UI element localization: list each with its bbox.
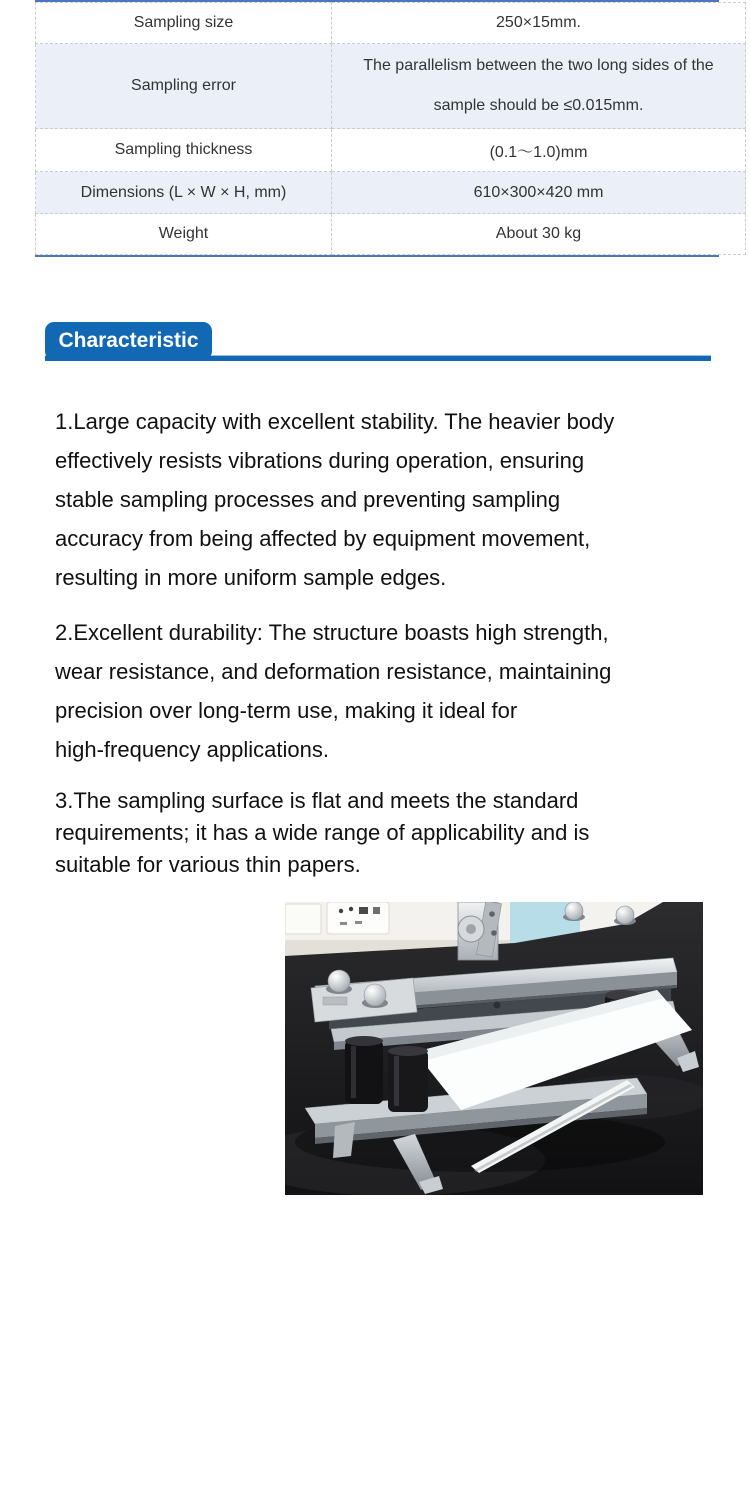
power-outlet bbox=[327, 902, 389, 934]
spec-value: The parallelism between the two long sides of the sample should be ≤0.015mm. bbox=[332, 44, 746, 129]
text-line: high-frequency applications. bbox=[55, 737, 329, 762]
table-row bbox=[36, 44, 746, 129]
section-heading-badge: Characteristic bbox=[45, 322, 212, 360]
characteristic-paragraphs bbox=[55, 402, 715, 897]
spec-label: Dimensions (L × W × H, mm) bbox=[36, 172, 332, 214]
text-line: suitable for various thin papers. bbox=[55, 852, 361, 877]
clamp-handle bbox=[458, 902, 502, 960]
spec-value: 610×300×420 mm bbox=[332, 172, 746, 214]
spec-value: 250×15mm. bbox=[332, 3, 746, 44]
paragraph-2 bbox=[55, 613, 715, 769]
table-row bbox=[36, 129, 746, 172]
specifications-table bbox=[35, 2, 746, 255]
text-line: resulting in more uniform sample edges. bbox=[55, 565, 447, 590]
text-line: wear resistance, and deformation resistance, maintaining bbox=[55, 659, 612, 684]
text-line: precision over long-term use, making it ideal for bbox=[55, 698, 518, 723]
spec-label: Sampling error bbox=[36, 44, 332, 129]
text-line: requirements; it has a wide range of applicability and is bbox=[55, 820, 590, 845]
wall-panel bbox=[285, 904, 321, 934]
text-line: 1.Large capacity with excellent stability. The heavier body bbox=[55, 409, 615, 434]
table-row bbox=[36, 214, 746, 255]
text-line: 3.The sampling surface is flat and meets the standard bbox=[55, 788, 579, 813]
specifications-table-wrap bbox=[35, 0, 719, 257]
spec-label: Sampling size bbox=[36, 3, 332, 44]
spec-value: About 30 kg bbox=[332, 214, 746, 255]
spec-label: Weight bbox=[36, 214, 332, 255]
product-photo bbox=[285, 902, 703, 1195]
table-row bbox=[36, 3, 746, 44]
table-row bbox=[36, 172, 746, 214]
paragraph-1 bbox=[55, 402, 715, 597]
spec-value: (0.1～1.0)mm bbox=[332, 129, 746, 172]
text-line: effectively resists vibrations during operation, ensuring bbox=[55, 448, 585, 473]
spec-label: Sampling thickness bbox=[36, 129, 332, 172]
text-line: accuracy from being affected by equipment movement, bbox=[55, 526, 591, 551]
text-line: 2.Excellent durability: The structure boasts high strength, bbox=[55, 620, 609, 645]
text-line: stable sampling processes and preventing sampling bbox=[55, 487, 561, 512]
paragraph-3 bbox=[55, 785, 715, 881]
